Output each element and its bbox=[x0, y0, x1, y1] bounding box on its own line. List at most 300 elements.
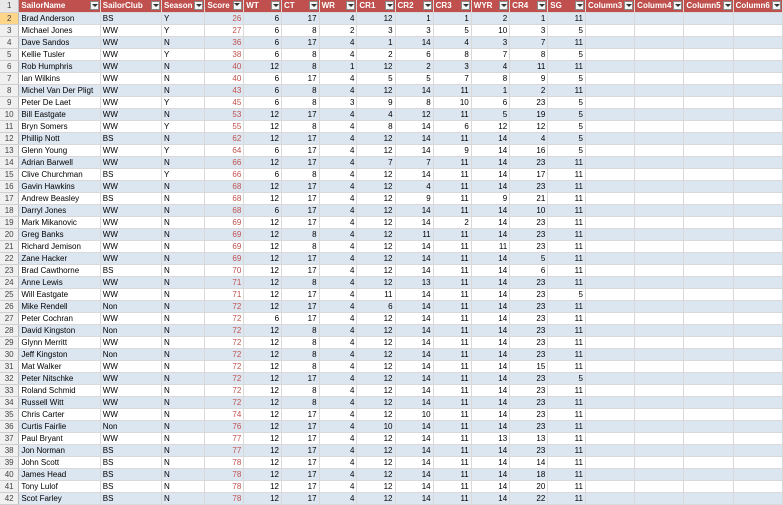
cell-column3[interactable] bbox=[585, 60, 634, 72]
cell-sg[interactable]: 11 bbox=[548, 192, 586, 204]
cell-wt[interactable]: 12 bbox=[244, 228, 282, 240]
row-number[interactable]: 37 bbox=[0, 432, 19, 444]
cell-score[interactable]: 72 bbox=[205, 360, 244, 372]
cell-column4[interactable] bbox=[635, 216, 684, 228]
cell-score[interactable]: 74 bbox=[205, 408, 244, 420]
cell-score[interactable]: 68 bbox=[205, 204, 244, 216]
cell-wyr[interactable]: 14 bbox=[471, 144, 509, 156]
cell-ct[interactable]: 17 bbox=[282, 372, 320, 384]
cell-sg[interactable]: 11 bbox=[548, 420, 586, 432]
cell-cr1[interactable]: 12 bbox=[357, 456, 395, 468]
cell-sailorclub[interactable]: WW bbox=[100, 72, 161, 84]
cell-column5[interactable] bbox=[684, 468, 733, 480]
filter-dropdown-icon[interactable] bbox=[271, 1, 280, 10]
cell-cr3[interactable]: 11 bbox=[433, 384, 471, 396]
row-number[interactable]: 23 bbox=[0, 264, 19, 276]
cell-cr2[interactable]: 14 bbox=[395, 324, 433, 336]
cell-column5[interactable] bbox=[684, 480, 733, 492]
cell-cr1[interactable]: 12 bbox=[357, 336, 395, 348]
filter-dropdown-icon[interactable] bbox=[194, 1, 203, 10]
cell-column6[interactable] bbox=[733, 216, 782, 228]
cell-cr3[interactable]: 11 bbox=[433, 84, 471, 96]
cell-cr3[interactable]: 11 bbox=[433, 408, 471, 420]
cell-cr2[interactable]: 14 bbox=[395, 300, 433, 312]
cell-column6[interactable] bbox=[733, 264, 782, 276]
cell-wr[interactable]: 4 bbox=[319, 468, 357, 480]
cell-sailorname[interactable]: Paul Bryant bbox=[19, 432, 100, 444]
cell-season[interactable]: N bbox=[162, 180, 205, 192]
cell-cr2[interactable]: 12 bbox=[395, 108, 433, 120]
cell-sg[interactable]: 11 bbox=[548, 300, 586, 312]
cell-column6[interactable] bbox=[733, 456, 782, 468]
cell-season[interactable]: N bbox=[162, 36, 205, 48]
cell-sailorname[interactable]: Peter De Laet bbox=[19, 96, 100, 108]
column-header-score[interactable] bbox=[205, 0, 244, 12]
cell-wt[interactable]: 12 bbox=[244, 192, 282, 204]
cell-cr3[interactable]: 11 bbox=[433, 264, 471, 276]
cell-column3[interactable] bbox=[585, 144, 634, 156]
cell-column5[interactable] bbox=[684, 252, 733, 264]
cell-season[interactable]: Y bbox=[162, 24, 205, 36]
cell-wr[interactable]: 2 bbox=[319, 24, 357, 36]
cell-cr2[interactable]: 14 bbox=[395, 372, 433, 384]
cell-column5[interactable] bbox=[684, 132, 733, 144]
cell-column6[interactable] bbox=[733, 156, 782, 168]
cell-column6[interactable] bbox=[733, 492, 782, 504]
cell-ct[interactable]: 8 bbox=[282, 168, 320, 180]
cell-ct[interactable]: 8 bbox=[282, 228, 320, 240]
cell-wyr[interactable]: 14 bbox=[471, 300, 509, 312]
cell-column6[interactable] bbox=[733, 336, 782, 348]
cell-sailorclub[interactable]: BS bbox=[100, 468, 161, 480]
cell-sg[interactable]: 11 bbox=[548, 240, 586, 252]
cell-cr2[interactable]: 14 bbox=[395, 444, 433, 456]
cell-cr2[interactable]: 8 bbox=[395, 96, 433, 108]
cell-column3[interactable] bbox=[585, 276, 634, 288]
row-number[interactable]: 20 bbox=[0, 228, 19, 240]
cell-cr3[interactable]: 11 bbox=[433, 420, 471, 432]
cell-sailorclub[interactable]: Non bbox=[100, 420, 161, 432]
cell-wr[interactable]: 4 bbox=[319, 312, 357, 324]
cell-ct[interactable]: 8 bbox=[282, 276, 320, 288]
cell-score[interactable]: 66 bbox=[205, 168, 244, 180]
cell-sailorname[interactable]: Mark Mikanovic bbox=[19, 216, 100, 228]
cell-cr3[interactable]: 11 bbox=[433, 348, 471, 360]
cell-column6[interactable] bbox=[733, 24, 782, 36]
cell-cr1[interactable]: 12 bbox=[357, 384, 395, 396]
cell-sg[interactable]: 11 bbox=[548, 348, 586, 360]
cell-column3[interactable] bbox=[585, 204, 634, 216]
cell-column4[interactable] bbox=[635, 372, 684, 384]
cell-cr1[interactable]: 5 bbox=[357, 72, 395, 84]
row-number[interactable]: 3 bbox=[0, 24, 19, 36]
cell-cr1[interactable]: 4 bbox=[357, 108, 395, 120]
cell-sailorname[interactable]: Peter Nitschke bbox=[19, 372, 100, 384]
cell-wyr[interactable]: 1 bbox=[471, 84, 509, 96]
cell-wr[interactable]: 4 bbox=[319, 348, 357, 360]
cell-cr1[interactable]: 6 bbox=[357, 300, 395, 312]
cell-sailorname[interactable]: Dave Sandos bbox=[19, 36, 100, 48]
cell-sg[interactable]: 11 bbox=[548, 384, 586, 396]
cell-season[interactable]: N bbox=[162, 216, 205, 228]
cell-wr[interactable]: 4 bbox=[319, 384, 357, 396]
cell-ct[interactable]: 8 bbox=[282, 48, 320, 60]
cell-season[interactable]: N bbox=[162, 348, 205, 360]
row-number[interactable]: 36 bbox=[0, 420, 19, 432]
row-number[interactable]: 17 bbox=[0, 192, 19, 204]
cell-column6[interactable] bbox=[733, 240, 782, 252]
cell-column4[interactable] bbox=[635, 192, 684, 204]
cell-column4[interactable] bbox=[635, 108, 684, 120]
cell-sailorclub[interactable]: Non bbox=[100, 300, 161, 312]
cell-cr2[interactable]: 14 bbox=[395, 480, 433, 492]
cell-season[interactable]: N bbox=[162, 384, 205, 396]
cell-cr1[interactable]: 12 bbox=[357, 60, 395, 72]
cell-wr[interactable]: 4 bbox=[319, 432, 357, 444]
cell-cr1[interactable]: 12 bbox=[357, 132, 395, 144]
cell-column5[interactable] bbox=[684, 204, 733, 216]
cell-cr3[interactable]: 11 bbox=[433, 240, 471, 252]
cell-ct[interactable]: 8 bbox=[282, 360, 320, 372]
cell-column4[interactable] bbox=[635, 168, 684, 180]
cell-cr2[interactable]: 14 bbox=[395, 168, 433, 180]
cell-sg[interactable]: 11 bbox=[548, 468, 586, 480]
cell-sg[interactable]: 5 bbox=[548, 24, 586, 36]
cell-column6[interactable] bbox=[733, 384, 782, 396]
cell-column3[interactable] bbox=[585, 492, 634, 504]
cell-cr2[interactable]: 14 bbox=[395, 204, 433, 216]
cell-sailorclub[interactable]: WW bbox=[100, 144, 161, 156]
cell-sailorname[interactable]: Glynn Merritt bbox=[19, 336, 100, 348]
cell-wt[interactable]: 6 bbox=[244, 72, 282, 84]
cell-cr3[interactable]: 11 bbox=[433, 108, 471, 120]
cell-cr1[interactable]: 12 bbox=[357, 228, 395, 240]
cell-cr2[interactable]: 14 bbox=[395, 120, 433, 132]
cell-ct[interactable]: 8 bbox=[282, 60, 320, 72]
cell-score[interactable]: 36 bbox=[205, 36, 244, 48]
cell-column3[interactable] bbox=[585, 72, 634, 84]
cell-sailorname[interactable]: Richard Jemison bbox=[19, 240, 100, 252]
cell-wyr[interactable]: 12 bbox=[471, 120, 509, 132]
cell-wt[interactable]: 12 bbox=[244, 384, 282, 396]
cell-ct[interactable]: 17 bbox=[282, 156, 320, 168]
cell-wr[interactable]: 4 bbox=[319, 420, 357, 432]
row-number[interactable]: 27 bbox=[0, 312, 19, 324]
cell-column6[interactable] bbox=[733, 192, 782, 204]
cell-ct[interactable]: 8 bbox=[282, 336, 320, 348]
row-number[interactable]: 34 bbox=[0, 396, 19, 408]
cell-column4[interactable] bbox=[635, 444, 684, 456]
cell-ct[interactable]: 17 bbox=[282, 108, 320, 120]
cell-wr[interactable]: 4 bbox=[319, 216, 357, 228]
filter-dropdown-icon[interactable] bbox=[537, 1, 546, 10]
cell-ct[interactable]: 17 bbox=[282, 72, 320, 84]
cell-column5[interactable] bbox=[684, 396, 733, 408]
cell-ct[interactable]: 8 bbox=[282, 348, 320, 360]
cell-season[interactable]: N bbox=[162, 408, 205, 420]
row-number[interactable]: 14 bbox=[0, 156, 19, 168]
cell-cr3[interactable]: 11 bbox=[433, 492, 471, 504]
cell-cr2[interactable]: 4 bbox=[395, 180, 433, 192]
column-header-ct[interactable] bbox=[282, 0, 320, 12]
cell-cr4[interactable]: 11 bbox=[510, 60, 548, 72]
cell-column3[interactable] bbox=[585, 456, 634, 468]
cell-sailorclub[interactable]: WW bbox=[100, 276, 161, 288]
cell-sailorclub[interactable]: WW bbox=[100, 84, 161, 96]
cell-sailorname[interactable]: Gavin Hawkins bbox=[19, 180, 100, 192]
cell-cr1[interactable]: 12 bbox=[357, 492, 395, 504]
cell-column4[interactable] bbox=[635, 84, 684, 96]
cell-sg[interactable]: 11 bbox=[548, 216, 586, 228]
cell-column3[interactable] bbox=[585, 408, 634, 420]
cell-cr3[interactable]: 11 bbox=[433, 180, 471, 192]
cell-column5[interactable] bbox=[684, 156, 733, 168]
column-header-wt[interactable] bbox=[244, 0, 282, 12]
cell-column3[interactable] bbox=[585, 336, 634, 348]
cell-sailorname[interactable]: Darryl Jones bbox=[19, 204, 100, 216]
cell-wr[interactable]: 4 bbox=[319, 492, 357, 504]
cell-column3[interactable] bbox=[585, 264, 634, 276]
cell-season[interactable]: N bbox=[162, 432, 205, 444]
cell-cr2[interactable]: 14 bbox=[395, 216, 433, 228]
cell-cr1[interactable]: 12 bbox=[357, 360, 395, 372]
cell-sg[interactable]: 11 bbox=[548, 444, 586, 456]
cell-column5[interactable] bbox=[684, 120, 733, 132]
cell-cr4[interactable]: 8 bbox=[510, 48, 548, 60]
cell-cr4[interactable]: 12 bbox=[510, 120, 548, 132]
cell-season[interactable]: N bbox=[162, 372, 205, 384]
cell-sailorname[interactable]: Clive Churchman bbox=[19, 168, 100, 180]
cell-sailorclub[interactable]: WW bbox=[100, 180, 161, 192]
cell-column5[interactable] bbox=[684, 444, 733, 456]
cell-score[interactable]: 72 bbox=[205, 384, 244, 396]
cell-wr[interactable]: 4 bbox=[319, 48, 357, 60]
cell-cr4[interactable]: 23 bbox=[510, 288, 548, 300]
cell-wr[interactable]: 4 bbox=[319, 204, 357, 216]
cell-sailorclub[interactable]: WW bbox=[100, 156, 161, 168]
cell-sailorname[interactable]: Jeff Kingston bbox=[19, 348, 100, 360]
cell-wr[interactable]: 4 bbox=[319, 276, 357, 288]
row-number[interactable]: 19 bbox=[0, 216, 19, 228]
cell-column4[interactable] bbox=[635, 36, 684, 48]
cell-cr3[interactable]: 11 bbox=[433, 276, 471, 288]
cell-wyr[interactable]: 5 bbox=[471, 108, 509, 120]
cell-sailorname[interactable]: Rob Humphris bbox=[19, 60, 100, 72]
cell-column4[interactable] bbox=[635, 468, 684, 480]
cell-sailorclub[interactable]: BS bbox=[100, 12, 161, 24]
cell-score[interactable]: 26 bbox=[205, 12, 244, 24]
cell-wyr[interactable]: 14 bbox=[471, 312, 509, 324]
cell-score[interactable]: 68 bbox=[205, 192, 244, 204]
cell-season[interactable]: Y bbox=[162, 168, 205, 180]
cell-cr2[interactable]: 14 bbox=[395, 252, 433, 264]
cell-sailorname[interactable]: Mat Walker bbox=[19, 360, 100, 372]
cell-sg[interactable]: 11 bbox=[548, 360, 586, 372]
cell-score[interactable]: 78 bbox=[205, 456, 244, 468]
row-number[interactable]: 13 bbox=[0, 144, 19, 156]
cell-sg[interactable]: 5 bbox=[548, 108, 586, 120]
cell-sailorname[interactable]: John Scott bbox=[19, 456, 100, 468]
row-number[interactable]: 16 bbox=[0, 180, 19, 192]
cell-score[interactable]: 66 bbox=[205, 156, 244, 168]
cell-wyr[interactable]: 7 bbox=[471, 48, 509, 60]
cell-season[interactable]: N bbox=[162, 288, 205, 300]
cell-wyr[interactable]: 4 bbox=[471, 60, 509, 72]
cell-wyr[interactable]: 14 bbox=[471, 276, 509, 288]
cell-cr3[interactable]: 1 bbox=[433, 12, 471, 24]
cell-season[interactable]: N bbox=[162, 360, 205, 372]
cell-cr1[interactable]: 12 bbox=[357, 240, 395, 252]
cell-sailorclub[interactable]: WW bbox=[100, 24, 161, 36]
cell-wyr[interactable]: 14 bbox=[471, 492, 509, 504]
column-header-cr1[interactable] bbox=[357, 0, 395, 12]
cell-score[interactable]: 78 bbox=[205, 468, 244, 480]
cell-column3[interactable] bbox=[585, 132, 634, 144]
cell-cr2[interactable]: 13 bbox=[395, 276, 433, 288]
cell-column4[interactable] bbox=[635, 24, 684, 36]
cell-sailorclub[interactable]: BS bbox=[100, 444, 161, 456]
cell-ct[interactable]: 17 bbox=[282, 204, 320, 216]
cell-sailorclub[interactable]: WW bbox=[100, 372, 161, 384]
cell-column3[interactable] bbox=[585, 228, 634, 240]
cell-cr4[interactable]: 17 bbox=[510, 168, 548, 180]
cell-wt[interactable]: 12 bbox=[244, 468, 282, 480]
filter-dropdown-icon[interactable] bbox=[309, 1, 318, 10]
cell-cr4[interactable]: 23 bbox=[510, 216, 548, 228]
cell-wyr[interactable]: 9 bbox=[471, 192, 509, 204]
cell-sg[interactable]: 11 bbox=[548, 408, 586, 420]
cell-column6[interactable] bbox=[733, 12, 782, 24]
cell-season[interactable]: N bbox=[162, 420, 205, 432]
cell-column5[interactable] bbox=[684, 228, 733, 240]
cell-sg[interactable]: 11 bbox=[548, 432, 586, 444]
cell-sailorclub[interactable]: BS bbox=[100, 168, 161, 180]
cell-cr3[interactable]: 11 bbox=[433, 288, 471, 300]
cell-cr4[interactable]: 23 bbox=[510, 420, 548, 432]
cell-cr1[interactable]: 12 bbox=[357, 252, 395, 264]
cell-cr2[interactable]: 14 bbox=[395, 336, 433, 348]
cell-cr2[interactable]: 14 bbox=[395, 348, 433, 360]
cell-wr[interactable]: 4 bbox=[319, 264, 357, 276]
cell-cr4[interactable]: 23 bbox=[510, 384, 548, 396]
cell-cr1[interactable]: 12 bbox=[357, 12, 395, 24]
cell-wyr[interactable]: 14 bbox=[471, 408, 509, 420]
cell-ct[interactable]: 17 bbox=[282, 468, 320, 480]
cell-cr1[interactable]: 12 bbox=[357, 480, 395, 492]
cell-column4[interactable] bbox=[635, 132, 684, 144]
cell-column3[interactable] bbox=[585, 216, 634, 228]
cell-column4[interactable] bbox=[635, 48, 684, 60]
cell-score[interactable]: 72 bbox=[205, 324, 244, 336]
cell-sailorclub[interactable]: WW bbox=[100, 204, 161, 216]
cell-wt[interactable]: 6 bbox=[244, 312, 282, 324]
cell-column5[interactable] bbox=[684, 84, 733, 96]
cell-cr3[interactable]: 11 bbox=[433, 252, 471, 264]
cell-cr3[interactable]: 11 bbox=[433, 168, 471, 180]
cell-wr[interactable]: 4 bbox=[319, 12, 357, 24]
cell-column6[interactable] bbox=[733, 468, 782, 480]
cell-ct[interactable]: 8 bbox=[282, 84, 320, 96]
cell-cr2[interactable]: 14 bbox=[395, 240, 433, 252]
cell-season[interactable]: N bbox=[162, 480, 205, 492]
cell-column3[interactable] bbox=[585, 348, 634, 360]
cell-cr3[interactable]: 2 bbox=[433, 216, 471, 228]
row-number[interactable]: 12 bbox=[0, 132, 19, 144]
cell-score[interactable]: 78 bbox=[205, 480, 244, 492]
cell-cr4[interactable]: 23 bbox=[510, 156, 548, 168]
cell-cr2[interactable]: 14 bbox=[395, 420, 433, 432]
cell-wr[interactable]: 4 bbox=[319, 156, 357, 168]
cell-column3[interactable] bbox=[585, 192, 634, 204]
cell-wr[interactable]: 4 bbox=[319, 228, 357, 240]
cell-score[interactable]: 71 bbox=[205, 288, 244, 300]
cell-cr2[interactable]: 10 bbox=[395, 408, 433, 420]
cell-wt[interactable]: 6 bbox=[244, 84, 282, 96]
cell-column4[interactable] bbox=[635, 324, 684, 336]
cell-sailorclub[interactable]: WW bbox=[100, 240, 161, 252]
cell-ct[interactable]: 17 bbox=[282, 252, 320, 264]
cell-season[interactable]: Y bbox=[162, 120, 205, 132]
cell-season[interactable]: N bbox=[162, 60, 205, 72]
cell-season[interactable]: N bbox=[162, 84, 205, 96]
row-number[interactable]: 41 bbox=[0, 480, 19, 492]
cell-season[interactable]: N bbox=[162, 396, 205, 408]
cell-sg[interactable]: 5 bbox=[548, 144, 586, 156]
cell-column6[interactable] bbox=[733, 132, 782, 144]
cell-column5[interactable] bbox=[684, 192, 733, 204]
cell-sailorclub[interactable]: BS bbox=[100, 492, 161, 504]
cell-column5[interactable] bbox=[684, 432, 733, 444]
column-header-wyr[interactable] bbox=[471, 0, 509, 12]
cell-wyr[interactable]: 14 bbox=[471, 480, 509, 492]
cell-column3[interactable] bbox=[585, 168, 634, 180]
cell-cr3[interactable]: 7 bbox=[433, 72, 471, 84]
row-number[interactable]: 10 bbox=[0, 108, 19, 120]
cell-wt[interactable]: 12 bbox=[244, 360, 282, 372]
cell-wr[interactable]: 4 bbox=[319, 120, 357, 132]
cell-cr4[interactable]: 9 bbox=[510, 72, 548, 84]
cell-ct[interactable]: 17 bbox=[282, 180, 320, 192]
cell-wyr[interactable]: 14 bbox=[471, 288, 509, 300]
cell-column5[interactable] bbox=[684, 348, 733, 360]
cell-cr3[interactable]: 11 bbox=[433, 336, 471, 348]
cell-season[interactable]: N bbox=[162, 324, 205, 336]
cell-sailorclub[interactable]: WW bbox=[100, 60, 161, 72]
cell-score[interactable]: 53 bbox=[205, 108, 244, 120]
cell-score[interactable]: 38 bbox=[205, 48, 244, 60]
cell-cr3[interactable]: 11 bbox=[433, 468, 471, 480]
cell-sailorname[interactable]: Glenn Young bbox=[19, 144, 100, 156]
cell-wt[interactable]: 12 bbox=[244, 408, 282, 420]
cell-sg[interactable]: 11 bbox=[548, 264, 586, 276]
cell-wr[interactable]: 4 bbox=[319, 72, 357, 84]
cell-column5[interactable] bbox=[684, 72, 733, 84]
cell-cr1[interactable]: 12 bbox=[357, 216, 395, 228]
row-number[interactable]: 15 bbox=[0, 168, 19, 180]
cell-cr1[interactable]: 12 bbox=[357, 144, 395, 156]
cell-column4[interactable] bbox=[635, 156, 684, 168]
column-header-cr2[interactable] bbox=[395, 0, 433, 12]
cell-column5[interactable] bbox=[684, 216, 733, 228]
cell-sailorname[interactable]: Tony Lulof bbox=[19, 480, 100, 492]
filter-dropdown-icon[interactable] bbox=[346, 1, 355, 10]
cell-wr[interactable]: 4 bbox=[319, 252, 357, 264]
cell-season[interactable]: N bbox=[162, 276, 205, 288]
cell-sg[interactable]: 5 bbox=[548, 132, 586, 144]
cell-column3[interactable] bbox=[585, 432, 634, 444]
row-number[interactable]: 32 bbox=[0, 372, 19, 384]
cell-ct[interactable]: 17 bbox=[282, 288, 320, 300]
